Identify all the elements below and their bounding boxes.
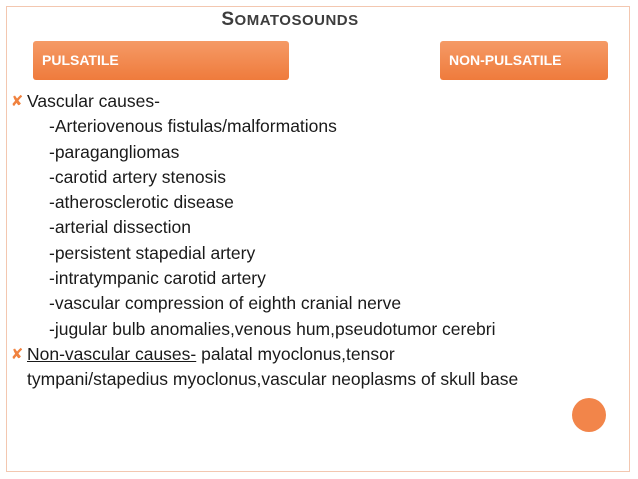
- bullet-icon: ✘: [10, 93, 24, 110]
- orange-circle-decoration: [572, 398, 606, 432]
- non-vascular-text-line1: palatal myoclonus,tensor: [196, 343, 395, 364]
- bullet-list: [10, 89, 632, 393]
- list-item: -vascular compression of eighth cranial nerve: [49, 293, 402, 314]
- bullet-vascular: [10, 89, 632, 114]
- pulsatile-tag: PULSATILE: [33, 41, 289, 80]
- non-vascular-heading: Non-vascular causes-: [27, 343, 197, 364]
- list-item: -jugular bulb anomalies,venous hum,pseudotumor cerebri: [49, 318, 496, 339]
- bullet-non-vascular: [10, 342, 632, 367]
- title-rest: OMATOSOUNDS: [234, 12, 359, 29]
- list-item: -carotid artery stenosis: [49, 166, 227, 187]
- list-item: -atherosclerotic disease: [49, 192, 234, 213]
- slide-title: [0, 9, 580, 31]
- bullet-icon: ✘: [10, 345, 24, 363]
- non-vascular-text-line2: tympani/stapedius myoclonus,vascular neoplasms of skull base: [27, 369, 519, 390]
- list-item: -paragangliomas: [49, 141, 180, 162]
- vascular-heading: Vascular causes-: [27, 91, 160, 111]
- non-pulsatile-tag: NON-PULSATILE: [440, 41, 608, 80]
- list-item: -Arteriovenous fistulas/malformations: [49, 116, 337, 137]
- list-item: -persistent stapedial artery: [49, 242, 256, 263]
- list-item: -intratympanic carotid artery: [49, 268, 266, 289]
- title-first-letter: S: [221, 9, 235, 30]
- list-item: -arterial dissection: [49, 217, 191, 238]
